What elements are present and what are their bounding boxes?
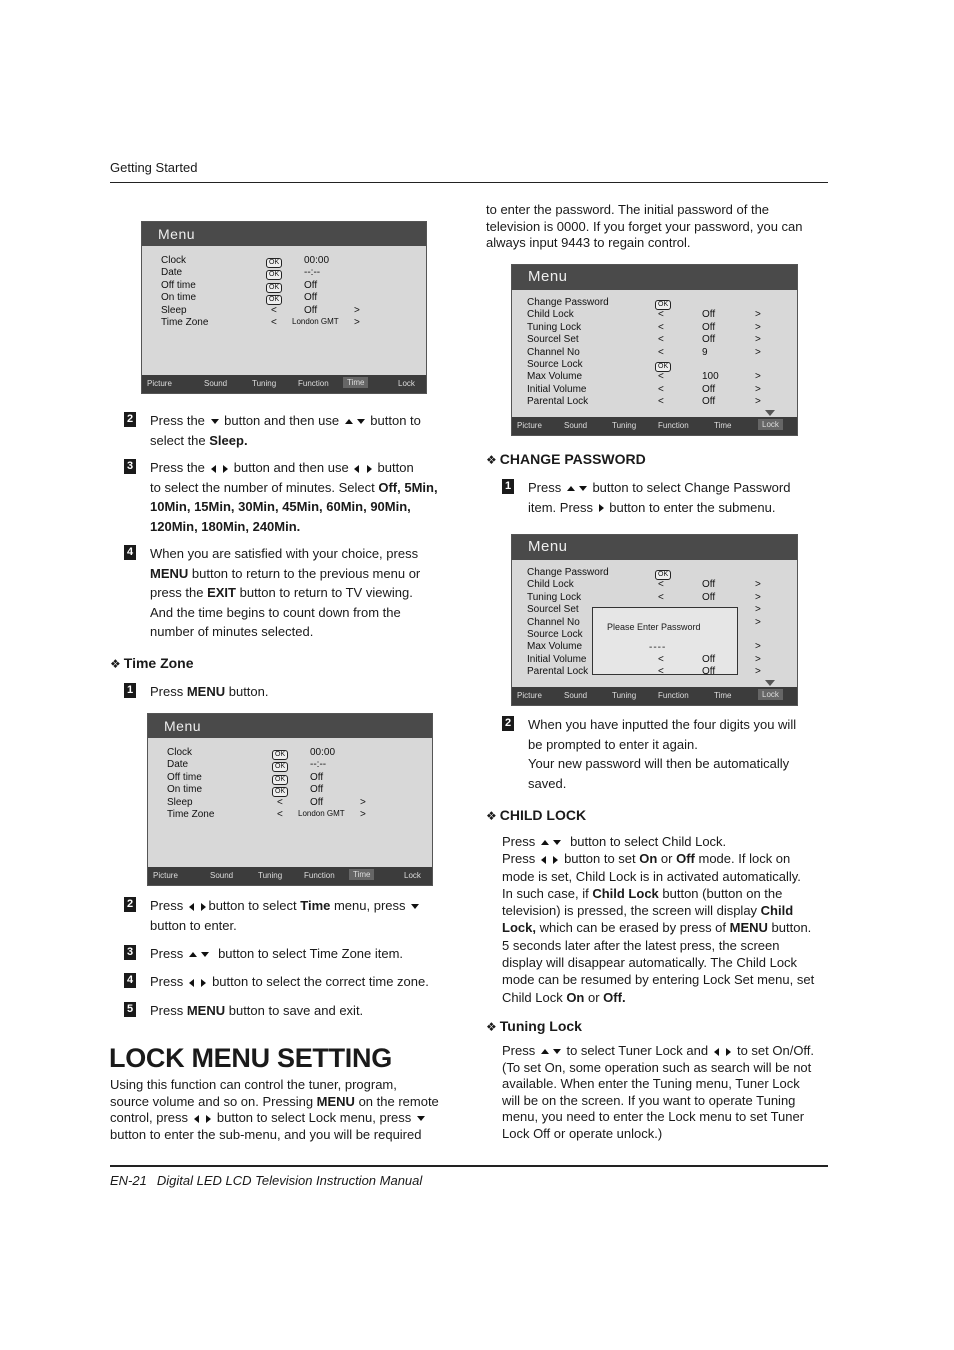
tab-time: Time <box>714 691 732 700</box>
right-arrow: > <box>755 616 761 628</box>
menu-tab-bar <box>512 687 797 705</box>
running-header: Getting Started <box>110 160 198 175</box>
menu-row-label: Change Password <box>527 297 609 308</box>
left-arrow: < <box>271 304 277 316</box>
menu-row-label: Parental Lock <box>527 666 589 678</box>
step-number: 3 <box>124 459 136 474</box>
menu-title: Menu <box>148 714 432 738</box>
menu-row-label: Parental Lock <box>527 396 589 408</box>
ok-button: OK <box>655 568 671 580</box>
left-arrow: < <box>658 334 664 346</box>
menu-row-label: On time <box>167 784 203 796</box>
menu-row-value: Off <box>702 591 716 603</box>
right-arrow: > <box>354 317 360 328</box>
step-number: 3 <box>124 945 136 960</box>
menu-row-label: Change Password <box>527 567 609 578</box>
menu-tab-bar <box>142 375 426 393</box>
menu-row-label: Clock <box>167 747 193 758</box>
tab-lock: Lock <box>398 379 415 388</box>
menu-screen-time <box>141 221 427 394</box>
left-arrow: < <box>658 346 664 358</box>
ok-button: OK <box>272 785 288 797</box>
menu-row-label: Source Lock <box>527 359 583 370</box>
menu-row-label: Time Zone <box>161 317 209 328</box>
step-number: 4 <box>124 545 136 560</box>
scroll-down-icon <box>765 680 775 686</box>
password-input[interactable]: ---- <box>649 642 667 653</box>
menu-row-value: Off <box>310 796 324 808</box>
menu-row-label: Date <box>161 267 183 279</box>
scroll-down-icon <box>765 410 775 416</box>
step-number: 1 <box>502 479 514 494</box>
ok-button: OK <box>655 298 671 310</box>
tab-sound: Sound <box>204 379 228 388</box>
left-arrow: < <box>658 371 664 383</box>
right-arrow: > <box>354 304 360 316</box>
menu-row-label: Time Zone <box>167 809 215 820</box>
step-number: 5 <box>124 1002 136 1017</box>
tuning-lock-heading: ❖ Tuning Lock <box>486 1018 582 1034</box>
menu-row-value: 00:00 <box>304 255 330 266</box>
menu-title: Menu <box>512 265 797 290</box>
menu-row-value: 9 <box>702 346 708 358</box>
menu-row-value: Off <box>702 309 716 321</box>
ok-button: OK <box>266 293 282 305</box>
tab-picture: Picture <box>517 691 542 700</box>
menu-title: Menu <box>512 535 797 560</box>
tab-picture: Picture <box>147 379 172 388</box>
tab-lock: Lock <box>758 689 783 700</box>
right-arrow: > <box>755 641 761 653</box>
menu-row-label: Tuning Lock <box>527 321 582 333</box>
password-dialog <box>592 607 738 678</box>
tab-function: Function <box>298 379 329 388</box>
menu-row-value: Off <box>702 579 716 591</box>
ok-button: OK <box>266 256 282 268</box>
step-number: 1 <box>124 683 136 698</box>
step-number: 2 <box>502 716 514 731</box>
menu-row-label: Channel No <box>527 616 580 628</box>
tab-sound: Sound <box>210 871 234 880</box>
tab-time: Time <box>349 869 374 880</box>
tab-time: Time <box>714 421 732 430</box>
menu-row-label: Channel No <box>527 346 580 358</box>
left-arrow: < <box>658 591 664 603</box>
tab-function: Function <box>304 871 335 880</box>
right-arrow: > <box>755 371 761 383</box>
menu-row-label: Child Lock <box>527 579 574 591</box>
menu-row-label: Max Volume <box>527 371 583 383</box>
menu-row-label: Initial Volume <box>527 383 587 395</box>
menu-row-value: --:-- <box>310 759 327 771</box>
menu-row-value: Off <box>304 292 318 304</box>
tab-tuning: Tuning <box>252 379 277 388</box>
right-arrow: > <box>360 796 366 808</box>
menu-row-value: Off <box>702 396 716 408</box>
right-arrow: > <box>755 309 761 321</box>
step-number: 2 <box>124 412 136 427</box>
right-arrow: > <box>360 809 366 820</box>
tab-function: Function <box>658 691 689 700</box>
right-arrow: > <box>755 334 761 346</box>
left-arrow: < <box>277 796 283 808</box>
password-intro: to enter the password. The initial password of the television is 0000. If you forget your password, you can always input 9443 to regain control. <box>486 202 803 250</box>
tab-time: Time <box>343 377 368 388</box>
menu-tab-bar <box>512 417 797 435</box>
tab-picture: Picture <box>153 871 178 880</box>
menu-row-value: Off <box>310 784 324 796</box>
menu-row-label: Child Lock <box>527 309 574 321</box>
child-lock-heading: ❖ CHILD LOCK <box>486 807 587 823</box>
tab-picture: Picture <box>517 421 542 430</box>
left-arrow: < <box>658 396 664 408</box>
menu-row-label: Date <box>167 759 189 771</box>
ok-button: OK <box>272 773 288 785</box>
left-arrow: < <box>271 317 277 328</box>
time-zone-heading: ❖ Time Zone <box>110 655 194 671</box>
ok-button: OK <box>272 760 288 772</box>
tab-tuning: Tuning <box>612 421 637 430</box>
header-rule <box>110 182 828 183</box>
right-arrow: > <box>755 604 761 616</box>
ok-button: OK <box>266 268 282 280</box>
step-number: 4 <box>124 973 136 988</box>
menu-row-label: Tuning Lock <box>527 591 582 603</box>
menu-row-value: Off <box>702 666 716 678</box>
menu-title: Menu <box>142 222 426 246</box>
menu-row-label: Sleep <box>167 796 193 808</box>
menu-row-label: Source Lock <box>527 629 583 640</box>
menu-row-value: Off <box>702 383 716 395</box>
left-arrow: < <box>277 809 283 820</box>
lock-menu-intro: Using this function can control the tuner, program, source volume and so on. Pressing MENU on the remote control, press button to select Lock menu, press button to enter the sub-menu, and you will be required <box>110 1077 439 1142</box>
step-number: 2 <box>124 897 136 912</box>
tab-tuning: Tuning <box>612 691 637 700</box>
tab-tuning: Tuning <box>258 871 283 880</box>
menu-row-value: Off <box>310 771 324 783</box>
lock-menu-heading: LOCK MENU SETTING <box>109 1043 392 1073</box>
menu-screen-time-zone <box>147 713 433 886</box>
menu-screen-password <box>511 534 798 706</box>
footer-rule <box>110 1165 828 1167</box>
menu-row-value: Off <box>304 279 318 291</box>
menu-screen-lock <box>511 264 798 436</box>
ok-button: OK <box>655 360 671 372</box>
right-arrow: > <box>755 383 761 395</box>
menu-row-value: Off <box>702 334 716 346</box>
right-arrow: > <box>755 591 761 603</box>
password-prompt: Please Enter Password <box>607 622 701 632</box>
tab-function: Function <box>658 421 689 430</box>
tab-sound: Sound <box>564 691 588 700</box>
page-footer <box>110 1173 422 1188</box>
left-arrow: < <box>658 579 664 591</box>
right-arrow: > <box>755 321 761 333</box>
right-arrow: > <box>755 653 761 665</box>
menu-row-value: Off <box>304 304 318 316</box>
menu-row-label: Sourcel Set <box>527 334 579 346</box>
right-arrow: > <box>755 346 761 358</box>
menu-row-value: Off <box>702 321 716 333</box>
menu-row-label: Initial Volume <box>527 653 587 665</box>
menu-row-label: Off time <box>167 771 202 783</box>
menu-row-value: Off <box>702 653 716 665</box>
menu-row-value: --:-- <box>304 267 321 279</box>
left-arrow: < <box>658 666 664 678</box>
left-arrow: < <box>658 653 664 665</box>
left-arrow: < <box>658 321 664 333</box>
tuning-lock-text: Press to select Tuner Lock and to set On/Off. (To set On, some operation such as search will be not available. When enter the Tuning menu, Tuner Lock will be on the screen. If you want to operate Tuning menu, you need to enter the Lock menu to set Tuner Lock Off or operate unlock.) <box>502 1043 815 1141</box>
ok-button: OK <box>266 281 282 293</box>
menu-row-label: Sourcel Set <box>527 604 579 616</box>
menu-row-value: London GMT <box>292 317 339 326</box>
menu-row-label: Sleep <box>161 304 187 316</box>
right-arrow: > <box>755 666 761 678</box>
manual-title: Digital LED LCD Television Instruction Manual <box>156 1173 423 1188</box>
page-number: EN-21 <box>110 1173 147 1188</box>
left-arrow: < <box>658 309 664 321</box>
menu-tab-bar <box>148 867 432 885</box>
right-arrow: > <box>755 579 761 591</box>
left-arrow: < <box>658 383 664 395</box>
tab-lock: Lock <box>404 871 421 880</box>
tab-lock: Lock <box>758 419 783 430</box>
menu-row-value: 100 <box>702 371 719 383</box>
menu-row-label: Max Volume <box>527 641 583 653</box>
menu-row-label: Off time <box>161 279 196 291</box>
menu-row-label: Clock <box>161 255 187 266</box>
menu-row-value: London GMT <box>298 809 345 818</box>
menu-row-value: 00:00 <box>310 747 336 758</box>
tab-sound: Sound <box>564 421 588 430</box>
child-lock-text: Press button to select Child Lock. Press button to set On or Off mode. If lock on mode is set, Child Lock is in activated automatically. In such case, if Child Lock button (button on the television) is pressed, the screen will display Child Lock, which can be erased by press of MENU button. 5 seconds later after the latest press, the screen display will disappear automatically. The Child Lock mode can be resumed by entering Lock Set menu, set Child Lock On or Off. <box>502 834 815 1005</box>
menu-row-label: On time <box>161 292 197 304</box>
ok-button: OK <box>272 748 288 760</box>
change-password-heading: ❖ CHANGE PASSWORD <box>486 451 646 467</box>
right-arrow: > <box>755 396 761 408</box>
